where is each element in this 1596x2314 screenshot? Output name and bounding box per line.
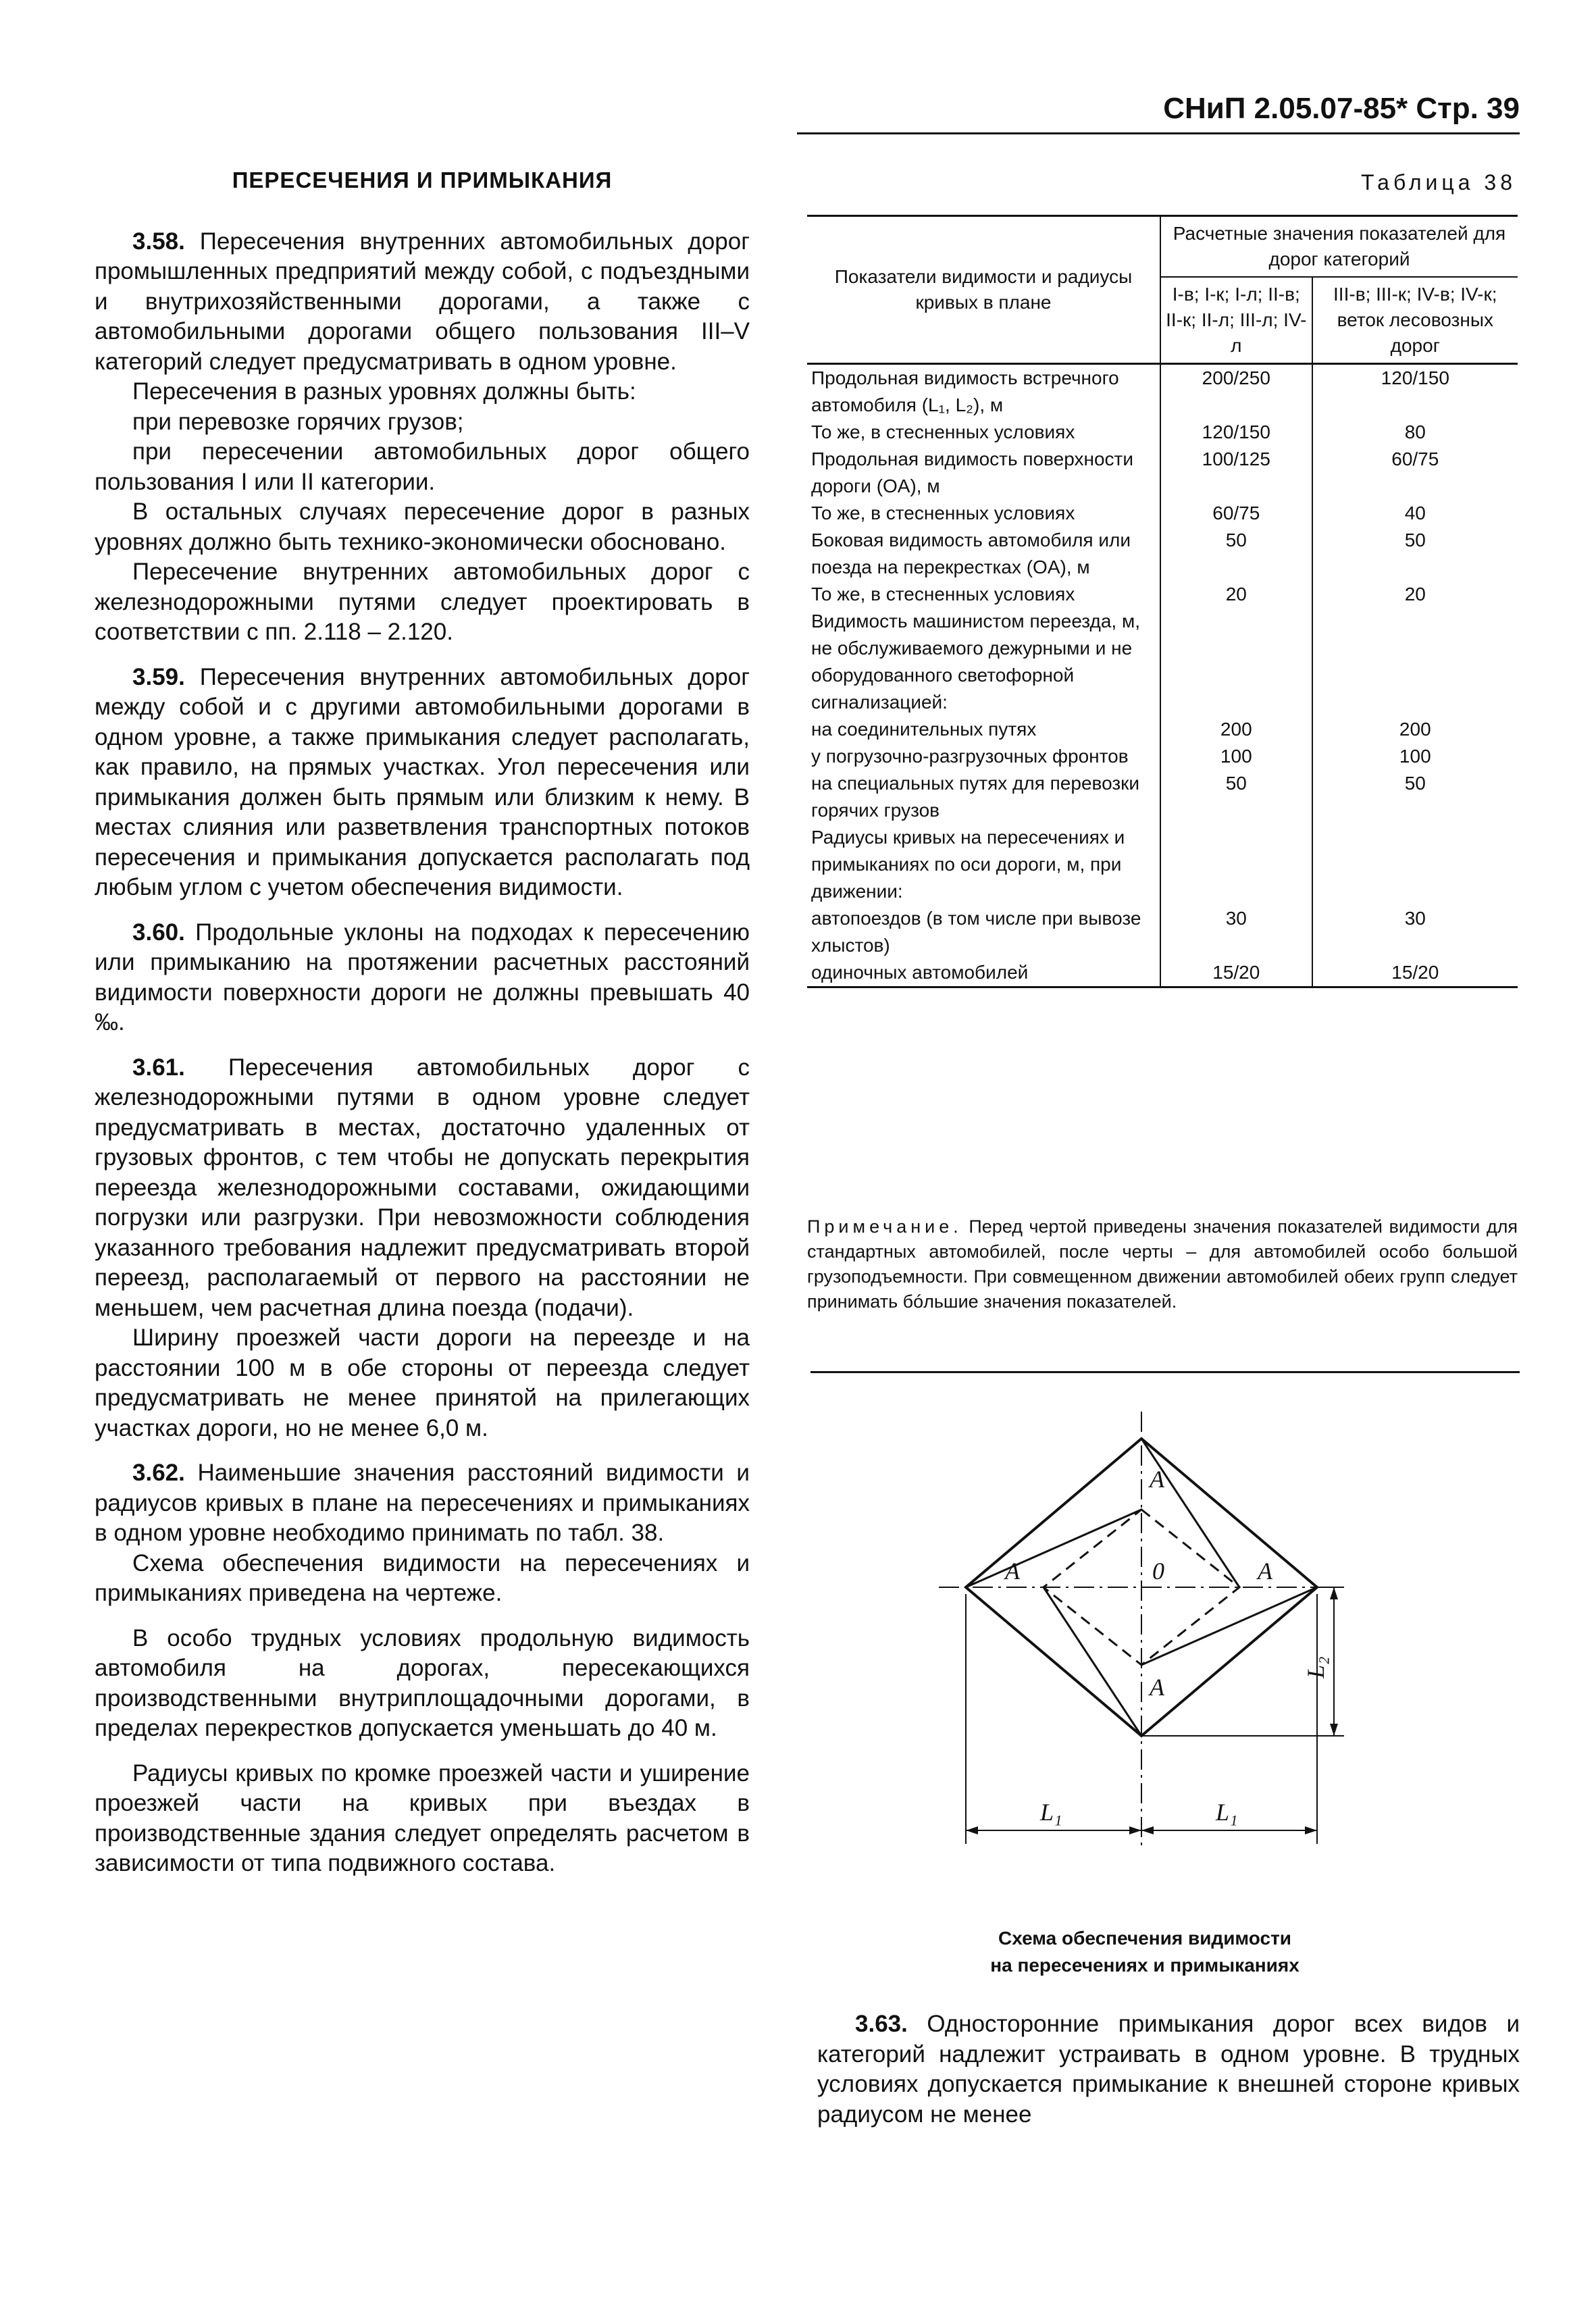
row-value-b: 100 (1312, 743, 1518, 770)
table-body (807, 364, 1518, 987)
row-value-b: 120/150 (1312, 364, 1518, 419)
row-label: одиночных автомобилей (811, 962, 1029, 983)
note-rule (810, 1371, 1520, 1373)
paragraph: при пересечении автомобильных дорог общего пользования I или II категории. (95, 438, 750, 495)
clause-number: 3.63. (855, 2011, 908, 2037)
table-row (807, 581, 1518, 608)
table-note (807, 1214, 1518, 1314)
paragraph-3-59 (95, 663, 750, 903)
row-value-a: 200 (1160, 716, 1312, 743)
paragraph-text: Пересечения внутренних автомобильных дорог промышленных предприятий между собой, с подъездными и внутрихозяйственными дорогами, а также с автомобильными дорогами общего пользования III–V категорий следует предусматривать в одном уровне. (95, 228, 750, 375)
paragraph: Ширину проезжей части дороги на переезде и на расстоянии 100 м в обе стороны от переезда следует предусматривать не менее принятой на прилегающих участках дороги, но не менее 6,0 м. (95, 1325, 750, 1441)
paragraph: В остальных случаях пересечение дорог в разных уровнях должно быть технико-экономически обосновано. (95, 498, 750, 555)
table-38 (807, 215, 1518, 988)
row-value-a: 100 (1160, 743, 1312, 770)
clause-number: 3.60. (132, 919, 185, 946)
paragraph: Пересечения в разных уровнях должны быть: (132, 378, 636, 405)
row-label: То же, в стесненных условиях (811, 503, 1075, 523)
row-value-a: 50 (1160, 527, 1312, 581)
table-row (807, 716, 1518, 743)
table-header-indicators: Показатели видимости и радиусы кривых в плане (834, 266, 1133, 313)
table-row (807, 364, 1518, 419)
paragraph: при перевозке горячих грузов; (132, 408, 464, 435)
clause-number: 3.59. (132, 663, 185, 690)
label-l2: L₂ (1302, 1656, 1329, 1678)
row-value-a (1160, 608, 1312, 716)
row-label: То же, в стесненных условиях (811, 421, 1075, 442)
row-value-a: 200/250 (1160, 364, 1312, 419)
paragraph-text: Пересечения внутренних автомобильных дорог между собой и с другими автомобильными дорогами в одном уровне, а также примыкания следует располагать, как правило, на прямых участках. Угол пересечения или примыкания должен быть прямым или близким к нему. В местах слияния или разветвления транспортных потоков пересечения и примыкания допускается располагать под любым углом с учетом обеспечения видимости. (95, 663, 750, 900)
label-origin: 0 (1152, 1558, 1164, 1585)
connect-line (1044, 1587, 1141, 1736)
paragraph: Пересечение внутренних автомобильных дорог с железнодорожными путями следует проектировать в соответствии с пп. 2.118 – 2.120. (95, 559, 750, 645)
row-value-b: 50 (1312, 770, 1518, 824)
table-header-category-a: I-в; I-к; I-л; II-в; II-к; II-л; III-л; IV-л (1160, 277, 1312, 364)
table-row (807, 527, 1518, 581)
row-label: Видимость машинистом переезда, м, не обслуживаемого дежурными и не оборудованного светофорной сигнализацией: (811, 611, 1141, 713)
table-row (807, 824, 1518, 905)
left-column (95, 165, 750, 1879)
row-value-b: 20 (1312, 581, 1518, 608)
label-a-bottom: A (1150, 1674, 1164, 1701)
row-label: Продольная видимость встречного автомобиля (L₁, L₂), м (811, 367, 1119, 415)
row-value-b: 40 (1312, 500, 1518, 527)
table-row (807, 770, 1518, 824)
row-value-b: 80 (1312, 419, 1518, 446)
row-value-a: 100/125 (1160, 446, 1312, 500)
row-value-b: 15/20 (1312, 959, 1518, 987)
row-label: То же, в стесненных условиях (811, 584, 1075, 605)
table-row (807, 608, 1518, 716)
paragraph-3-63 (817, 2009, 1520, 2130)
paragraph: Схема обеспечения видимости на пересечениях и примыканиях приведена на чертеже. (95, 1549, 750, 1606)
connect-line (966, 1510, 1141, 1587)
row-value-a: 15/20 (1160, 959, 1312, 987)
row-value-a: 60/75 (1160, 500, 1312, 527)
visibility-scheme-figure (932, 1412, 1351, 1871)
paragraph-text: Односторонние примыкания дорог всех видов и категорий надлежит устраивать в одном уровне. В трудных условиях допускается примыкание к внешней стороне кривых радиусом не менее (817, 2011, 1520, 2128)
row-value-a: 120/150 (1160, 419, 1312, 446)
paragraph-3-62 (95, 1458, 750, 1549)
table-row (807, 905, 1518, 959)
clause-number: 3.58. (132, 228, 185, 255)
row-value-b (1312, 824, 1518, 905)
row-value-b: 60/75 (1312, 446, 1518, 500)
figure-caption-line: Схема обеспечения видимости (998, 1928, 1291, 1949)
connect-line (1141, 1587, 1317, 1665)
row-value-b: 30 (1312, 905, 1518, 959)
row-value-a: 50 (1160, 770, 1312, 824)
note-lead: Примечание. (807, 1216, 962, 1237)
label-l1-left: L₁ (1040, 1799, 1062, 1826)
section-heading: ПЕРЕСЕЧЕНИЯ И ПРИМЫКАНИЯ (232, 168, 613, 192)
table-row (807, 419, 1518, 446)
row-value-b (1312, 608, 1518, 716)
figure-caption-line: на пересечениях и примыканиях (990, 1955, 1299, 1976)
label-a-right: A (1258, 1558, 1272, 1585)
row-value-a: 20 (1160, 581, 1312, 608)
table-row (807, 500, 1518, 527)
label-a-top: A (1150, 1466, 1164, 1493)
row-value-a: 30 (1160, 905, 1312, 959)
row-label: автопоездов (в том числе при вывозе хлыстов) (811, 908, 1141, 956)
paragraph-text: Наименьшие значения расстояний видимости и радиусов кривых в плане на пересечениях и примыканиях в одном уровне необходимо принимать по табл. 38. (95, 1460, 750, 1546)
table-row (807, 446, 1518, 500)
paragraph-text: Пересечения автомобильных дорог с железнодорожными путями в одном уровне следует предусматривать в местах, достаточно удаленных от грузовых фронтов, с тем чтобы не допускать перекрытия переезда железнодорожными составами, ожидающими погрузки или разгрузки. При невозможности соблюдения указанного требования надлежит предусматривать второй переезд, располагаемый от первого на расстоянии не меньшем, чем расчетная длина поезда (подачи). (95, 1054, 750, 1321)
row-label: Радиусы кривых на пересечениях и примыканиях по оси дороги, м, при движении: (811, 827, 1125, 902)
label-l1-right: L₁ (1216, 1799, 1238, 1826)
page-header: СНиП 2.05.07-85* Стр. 39 (1163, 92, 1520, 125)
note-text: Перед чертой приведены значения показателей видимости для стандартных автомобилей, после черты – для автомобилей особо большой грузоподъемности. При совмещенном движении автомобилей обеих групп следует принимать бóльшие значения показателей. (807, 1216, 1518, 1312)
row-label: у погрузочно-разгрузочных фронтов (811, 746, 1129, 767)
figure-caption (878, 1925, 1412, 1979)
paragraph: В особо трудных условиях продольную видимость автомобиля на дорогах, пересекающихся производственными внутриплощадочными дорогами, в пределах перекрестков допускается уменьшать до 40 м. (95, 1624, 750, 1741)
row-value-b: 50 (1312, 527, 1518, 581)
table-row (807, 959, 1518, 987)
paragraph-3-60 (95, 918, 750, 1038)
row-label: Боковая видимость автомобиля или поезда на перекрестках (OA), м (811, 530, 1131, 577)
paragraph-3-58 (95, 227, 750, 378)
clause-number: 3.62. (132, 1460, 185, 1486)
clause-number: 3.61. (132, 1054, 185, 1081)
paragraph-3-61 (95, 1053, 750, 1324)
row-value-a (1160, 824, 1312, 905)
paragraph-text: Продольные уклоны на подходах к пересечению или примыканию на протяжении расчетных расстояний видимости поверхности дороги не должны превышать 40 ‰. (95, 919, 750, 1035)
row-label: на соединительных путях (811, 719, 1037, 740)
table-row (807, 743, 1518, 770)
table-header-group: Расчетные значения показателей для дорог категорий (1160, 216, 1518, 278)
table-header-category-b: III-в; III-к; IV-в; IV-к; веток лесовозных дорог (1312, 277, 1518, 364)
label-a-left: A (1005, 1558, 1020, 1585)
row-value-b: 200 (1312, 716, 1518, 743)
row-label: Продольная видимость поверхности дороги (OA), м (811, 448, 1133, 496)
table-caption: Таблица 38 (1361, 170, 1516, 195)
paragraph: Радиусы кривых по кромке проезжей части и уширение проезжей части на кривых при въездах в производственные здания следует определять расчетом в зависимости от типа подвижного состава. (95, 1759, 750, 1876)
row-label: на специальных путях для перевозки горячих грузов (811, 773, 1140, 821)
header-rule (797, 132, 1520, 134)
